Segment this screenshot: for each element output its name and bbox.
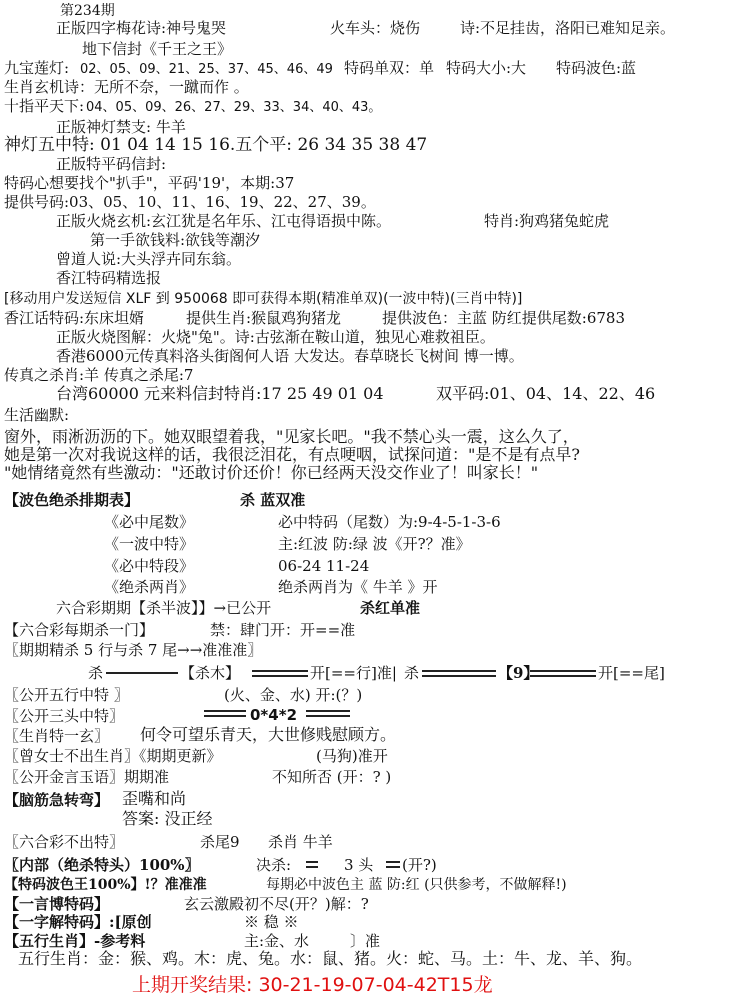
size-value: 特码大小:大 bbox=[446, 59, 527, 77]
hk-6000: 香港6000元传真料洛头街阁何人语 大发达。春草晓长飞树间 博一博。 bbox=[56, 347, 524, 365]
tw-60000: 台湾60000 元来料信封特肖:17 25 49 01 04 bbox=[56, 384, 384, 403]
five-zodiac-label: 【五行生肖】-参考料 bbox=[4, 932, 146, 950]
wave-table-title: 【波色绝杀排期表】 bbox=[4, 491, 140, 509]
pingma-envelope: 正版特平码信封: bbox=[56, 155, 167, 173]
kill-row-b: 【杀木】 bbox=[180, 664, 241, 682]
once-heard: 曾道人说:大头浮卉同东翁。 bbox=[56, 250, 242, 268]
wave-row-2-key: 《一波中特》 bbox=[104, 535, 195, 553]
kill-row-double-line-1 bbox=[252, 670, 308, 677]
kill-row-d: 杀 bbox=[404, 664, 420, 682]
inner-kill: 决杀: bbox=[256, 856, 292, 874]
three-heads-label: 〖公开三头中特〗 bbox=[4, 707, 125, 725]
kill-row-double-line-3 bbox=[530, 670, 596, 677]
wave-row-1-value: 必中特码（尾数）为:9-4-5-1-3-6 bbox=[278, 513, 501, 531]
plum-poem: 正版四字梅花诗:神号鬼哭 bbox=[56, 19, 227, 37]
fire-mystery: 正版火烧玄机:玄江犹是名年乐、江屯得语损中陈。 bbox=[56, 212, 392, 230]
wave-king-text: 每期必中波色主 蓝 防:红 (只供参考，不做解释!) bbox=[266, 877, 567, 893]
sms-notice: [移动用户发送短信 XLF 到 950068 即可获得本期(精准单双)(一波中特)(三肖中特)] bbox=[4, 291, 523, 307]
fire-zodiac: 特肖:狗鸡猪兔蛇虎 bbox=[484, 212, 610, 230]
heart-line: 特码心想要找个"扒手"，平码'19'，本期:37 bbox=[4, 174, 295, 192]
golden-value: 不知所否 (开：? ) bbox=[272, 768, 392, 786]
header-poem: 诗:不足挂齿，洛阳已难知足亲。 bbox=[460, 19, 676, 37]
golden-label: 〖公开金言玉语〗期期准 bbox=[4, 768, 170, 786]
liuhe-kill-label: 六合彩期期【杀半波】】→已公开 bbox=[56, 599, 272, 617]
one-char-label: 【一字解特码】:[原创 bbox=[4, 913, 152, 931]
wave-table-kill: 杀 蓝双准 bbox=[240, 491, 306, 509]
provide-wave: 提供波色：主蓝 防红提供尾数:6783 bbox=[382, 309, 625, 327]
kill-row-c: 开[==行]准| bbox=[310, 664, 397, 682]
kill-row-f: 开[==尾] bbox=[598, 664, 665, 682]
one-char-text: ※ 稳 ※ bbox=[244, 913, 299, 931]
five-zodiac-main: 主:金、水 bbox=[244, 932, 310, 950]
three-heads-value: 0*4*2 bbox=[250, 706, 297, 724]
one-word-label: 【一言博特码】 bbox=[4, 895, 110, 913]
wave-row-4-value: 绝杀两肖为《 牛羊 》开 bbox=[278, 578, 438, 596]
five-zodiac-tag: 〕准 bbox=[350, 932, 381, 950]
wave-row-4-key: 《绝杀两肖》 bbox=[104, 578, 195, 596]
door-label: 【六合彩每期杀一门】 bbox=[4, 621, 155, 639]
zodiac-word-label: 〖生肖特一玄〗 bbox=[4, 727, 110, 745]
story-line-1: 窗外，雨淅沥沥的下。她双眼望着我，"见家长吧。"我不禁心头一震，这么久了， bbox=[4, 427, 579, 446]
fire-picture: 正版火烧图解：火烧"兔"。诗:古弦渐在鞍山道，独见心难救祖臣。 bbox=[56, 328, 495, 346]
elements-kill: 〖期期精杀 5 行与杀 7 尾→→准准准〗 bbox=[4, 641, 263, 659]
one-word-text: 玄云激殿初不尽(开？)解：? bbox=[184, 895, 369, 913]
last-result: 上期开奖结果: 30-21-19-07-04-42T15龙 bbox=[132, 974, 493, 996]
three-heads-bar-right bbox=[306, 710, 350, 717]
riddle-answer: 答案: 没正经 bbox=[122, 809, 213, 828]
wave-row-2-value: 主:红波 防:绿 波《开?？准》 bbox=[278, 535, 471, 553]
first-hand: 第一手欲钱料:欲钱等潮汐 bbox=[90, 231, 261, 249]
wave-value: 特码波色:蓝 bbox=[556, 59, 637, 77]
inner-bar bbox=[306, 861, 318, 868]
hk-words: 香江话特码:东床坦婿 bbox=[4, 309, 145, 327]
kill-row-a: 杀 bbox=[88, 664, 104, 682]
five-zodiac-list: 五行生肖：金：猴、鸡。木：虎、兔。水：鼠、猪。火：蛇、马。土：牛、龙、羊、狗。 bbox=[18, 949, 643, 968]
inner-value: 3 头 bbox=[344, 856, 374, 874]
kill-row-e: 【9】 bbox=[498, 664, 539, 682]
inner-open: (开?) bbox=[402, 856, 437, 874]
single-double: 特码单双：单 bbox=[344, 59, 435, 77]
riddle-label: 【脑筋急转弯】 bbox=[4, 791, 110, 809]
shendeng-numbers: 神灯五中特: 01 04 14 15 16.五个平: 26 34 35 38 47 bbox=[4, 135, 428, 155]
three-heads-bar-left bbox=[204, 710, 246, 717]
inner-label: 〖内部（绝杀特头）100%〗 bbox=[4, 856, 200, 874]
wave-row-3-key: 《必中特段》 bbox=[104, 557, 195, 575]
five-elements-value: (火、金、水) 开:(？) bbox=[224, 686, 363, 704]
provide-zodiac: 提供生肖:猴鼠鸡狗猪龙 bbox=[186, 309, 342, 327]
forbidden-branch: 正版神灯禁支: 牛羊 bbox=[56, 118, 186, 136]
door-text: 禁：肆门开：开==准 bbox=[210, 621, 356, 639]
shizhi-label: 十指平天下: bbox=[4, 97, 85, 115]
fax-kill: 传真之杀肖:羊 传真之杀尾:7 bbox=[4, 366, 194, 384]
issue-number: 第234期 bbox=[60, 3, 115, 19]
story-line-3: "她情绪竟然有些激动："还敢讨价还价！你已经两天没交作业了！叫家长！" bbox=[4, 463, 539, 482]
not-out-label: 〖六合彩不出特〗 bbox=[4, 833, 125, 851]
hk-selection: 香江特码精选报 bbox=[56, 269, 162, 287]
wave-king-label: 【特码波色王100%】!？准准准 bbox=[4, 877, 207, 893]
wave-row-1-key: 《必中尾数》 bbox=[104, 513, 195, 531]
five-elements-label: 〖公开五行中特 〗 bbox=[4, 686, 129, 704]
riddle-question: 歪嘴和尚 bbox=[122, 789, 187, 808]
underground-envelope: 地下信封《千王之王》 bbox=[82, 40, 233, 58]
madam-label: 〖曾女士不出生肖〗《期期更新》 bbox=[4, 747, 222, 765]
kill-row-double-line-2 bbox=[422, 670, 496, 677]
not-out-zodiac: 杀肖 牛羊 bbox=[268, 833, 333, 851]
inner-bar-2 bbox=[386, 861, 400, 868]
zodiac-poem: 生肖玄机诗：无所不奈，一蹴而作 。 bbox=[4, 78, 249, 96]
train-head: 火车头：烧伤 bbox=[330, 19, 421, 37]
life-humor-title: 生活幽默: bbox=[4, 406, 70, 424]
liuhe-kill-value: 杀红单准 bbox=[360, 599, 421, 617]
story-line-2: 她是第一次对我说这样的话，我很泛泪花，有点哽咽，试探问道："是不是有点早? bbox=[4, 445, 580, 464]
zodiac-word-value: 何令可望乐青天，大世修贱慰顾方。 bbox=[140, 725, 397, 744]
not-out-tail: 杀尾9 bbox=[200, 833, 240, 851]
jiubao-label: 九宝莲灯: bbox=[4, 59, 70, 77]
kill-row-line-1 bbox=[106, 672, 178, 674]
shizhi-numbers: 04、05、09、26、27、29、33、34、40、43。 bbox=[86, 100, 382, 115]
provide-numbers: 提供号码:03、05、10、11、16、19、22、27、39。 bbox=[4, 193, 376, 211]
wave-row-3-value: 06-24 11-24 bbox=[278, 557, 370, 575]
tw-double: 双平码:01、04、14、22、46 bbox=[436, 384, 656, 403]
madam-value: (马狗)准开 bbox=[316, 747, 388, 765]
jiubao-numbers: 02、05、09、21、25、37、45、46、49 bbox=[80, 62, 333, 77]
